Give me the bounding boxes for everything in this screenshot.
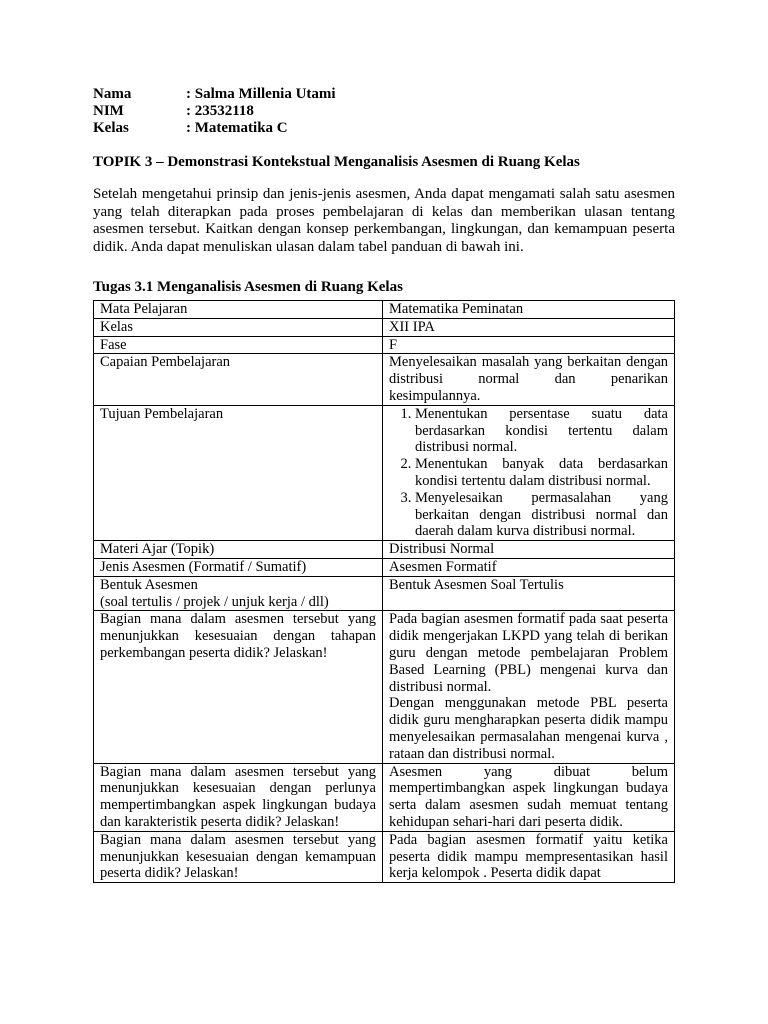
assessment-form-label-line2: (soal tertulis / projek / unjuk kerja / dll) xyxy=(100,593,329,610)
topic-title: TOPIK 3 – Demonstrasi Kontekstual Menganalisis Asesmen di Ruang Kelas xyxy=(93,154,580,170)
question-ability: Bagian mana dalam asesmen tersebut yang menunjukkan kesesuaian dengan kemampuan peserta didik? Jelaskan! xyxy=(94,831,383,882)
name-value: : Salma Millenia Utami xyxy=(186,86,336,102)
goal-item: 1. Menentukan persentase suatu data berdasarkan kondisi tertentu dalam distribusi normal. xyxy=(415,406,668,456)
assessment-form-label xyxy=(94,576,383,611)
goals-cell xyxy=(383,405,675,540)
material-value: Distribusi Normal xyxy=(383,541,675,559)
identity-name-row xyxy=(93,86,336,103)
class-row-label: Kelas xyxy=(94,318,383,336)
phase-label: Fase xyxy=(94,336,383,354)
identity-class-row xyxy=(93,120,336,137)
nim-value: : 23532118 xyxy=(186,103,254,119)
assessment-form-value: Bentuk Asesmen Soal Tertulis xyxy=(383,576,675,611)
table-row xyxy=(94,611,675,763)
question-culture: Bagian mana dalam asesmen tersebut yang menunjukkan kesesuaian dengan perlunya mempertimbangkan aspek lingkungan budaya dan karakteristik peserta didik? Jelaskan! xyxy=(94,763,383,831)
class-label: Kelas xyxy=(93,120,129,136)
class-value: : Matematika C xyxy=(186,120,288,136)
student-identity xyxy=(93,86,336,137)
table-row xyxy=(94,405,675,540)
answer-development xyxy=(383,611,675,763)
assessment-table xyxy=(93,300,675,883)
task-title: Tugas 3.1 Menganalisis Asesmen di Ruang Kelas xyxy=(93,279,403,295)
phase-value: F xyxy=(383,336,675,354)
nim-label: NIM xyxy=(93,103,124,119)
assessment-type-value: Asesmen Formatif xyxy=(383,558,675,576)
table-row xyxy=(94,336,675,354)
subject-label: Mata Pelajaran xyxy=(94,301,383,319)
name-label: Nama xyxy=(93,86,132,102)
goals-label: Tujuan Pembelajaran xyxy=(94,405,383,540)
material-label: Materi Ajar (Topik) xyxy=(94,541,383,559)
goal-item: 2. Menentukan banyak data berdasarkan kondisi tertentu dalam distribusi normal. xyxy=(415,456,668,490)
question-development: Bagian mana dalam asesmen tersebut yang menunjukkan kesesuaian dengan tahapan perkembangan peserta didik? Jelaskan! xyxy=(94,611,383,763)
goals-list xyxy=(389,406,668,540)
answer-culture: Asesmen yang dibuat belum mempertimbangkan aspek lingkungan budaya serta dalam asesmen sudah memuat tentang kehidupan sehari-hari dari peserta didik. xyxy=(383,763,675,831)
goal-item: 3. Menyelesaikan permasalahan yang berkaitan dengan distribusi normal dan daerah dalam kurva distribusi normal. xyxy=(415,490,668,540)
intro-paragraph: Setelah mengetahui prinsip dan jenis-jenis asesmen, Anda dapat mengamati salah satu asesmen yang telah diterapkan pada proses pembelajaran di kelas dan memberikan ulasan tentang asesmen tersebut. Kaitkan dengan konsep perkembangan, lingkungan, dan kemampuan peserta didik. Anda dapat menuliskan ulasan dalam tabel panduan di bawah ini. xyxy=(93,186,675,255)
table-row xyxy=(94,576,675,611)
table-row xyxy=(94,541,675,559)
outcome-value: Menyelesaikan masalah yang berkaitan dengan distribusi normal dan penarikan kesimpulannya. xyxy=(383,354,675,405)
answer-development-p2: Dengan menggunakan metode PBL peserta didik guru mengharapkan peserta didik mampu menyelesaikan permasalahan mengenai kurva , rataan dan distribusi normal. xyxy=(389,695,668,762)
class-row-value: XII IPA xyxy=(383,318,675,336)
table-row xyxy=(94,831,675,882)
table-row xyxy=(94,318,675,336)
assessment-type-label: Jenis Asesmen (Formatif / Sumatif) xyxy=(94,558,383,576)
subject-value: Matematika Peminatan xyxy=(383,301,675,319)
outcome-label: Capaian Pembelajaran xyxy=(94,354,383,405)
answer-ability: Pada bagian asesmen formatif yaitu ketika peserta didik mampu mempresentasikan hasil kerja kelompok . Peserta didik dapat xyxy=(383,831,675,882)
table-row xyxy=(94,558,675,576)
assessment-form-label-line1: Bentuk Asesmen xyxy=(100,576,198,593)
table-row xyxy=(94,301,675,319)
table-row xyxy=(94,763,675,831)
identity-nim-row xyxy=(93,103,336,120)
answer-development-p1: Pada bagian asesmen formatif pada saat peserta didik mengerjakan LKPD yang telah di berikan guru dengan metode pembelajaran Problem Based Learning (PBL) mengenai kurva dan distribusi normal. xyxy=(389,611,668,695)
table-row xyxy=(94,354,675,405)
